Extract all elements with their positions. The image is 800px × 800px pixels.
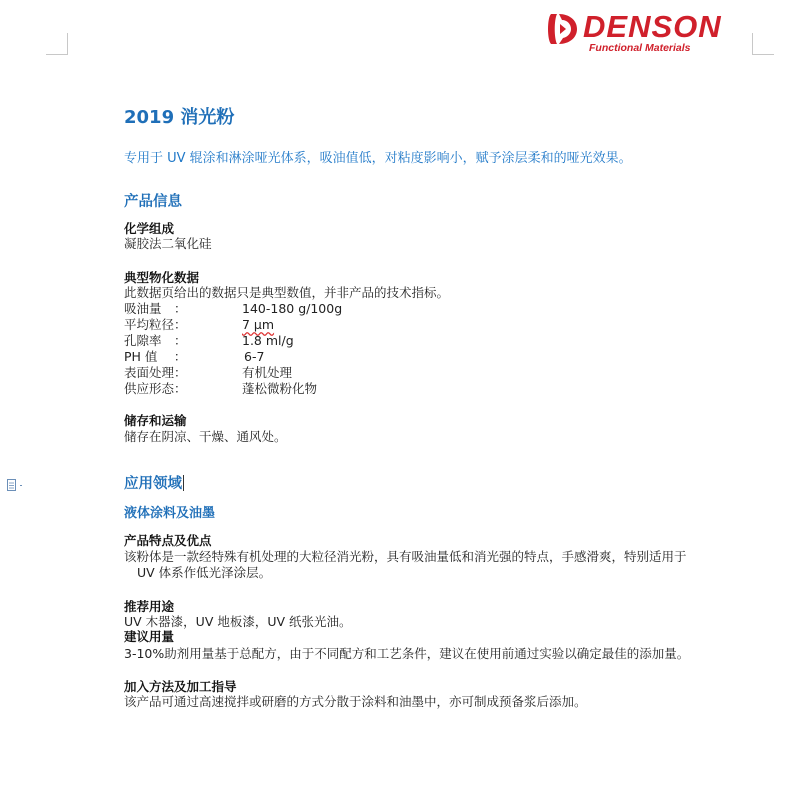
data-row-value: [242, 317, 274, 333]
denson-emblem-icon: [545, 12, 581, 46]
data-row-value: 6-7: [244, 349, 265, 364]
margin-icon-dot: [20, 485, 22, 486]
crop-mark: [67, 33, 68, 55]
document-margin-icon[interactable]: [7, 479, 17, 491]
document-title: 2019 消光粉: [124, 107, 235, 128]
denson-logo: [545, 10, 750, 56]
data-row-label: 表面处理：: [124, 365, 187, 380]
crop-mark: [46, 54, 68, 55]
data-row-value: 140-180 g/100g: [242, 301, 343, 316]
section-heading-product-info: 产品信息: [124, 194, 182, 210]
features-text-line1: 该粉体是一款经特殊有机处理的大粒径消光粉，具有吸油量低和消光强的特点，手感滑爽，特别适用于: [124, 549, 687, 564]
method-heading: 加入方法及加工指导: [124, 679, 237, 694]
data-row-value: 1.8 ml/g: [242, 333, 294, 348]
data-row-label: 孔隙率 ：: [124, 333, 187, 348]
document-intro: 专用于 UV 辊涂和淋涂哑光体系，吸油值低，对粘度影响小，赋予涂层柔和的哑光效果。: [124, 151, 632, 166]
logo-wordmark: DENSON: [583, 9, 722, 44]
dosage-heading: 建议用量: [124, 629, 175, 644]
typical-data-heading: 典型物化数据: [124, 270, 200, 285]
crop-mark: [752, 54, 774, 55]
logo-subtitle: Functional Materials: [589, 42, 691, 54]
data-row-value: 有机处理: [242, 365, 293, 380]
recommended-use-heading: 推荐用途: [124, 599, 175, 614]
section-heading-application: [124, 474, 184, 494]
composition-text: 凝胶法二氧化硅: [124, 236, 212, 251]
data-row-label: 供应形态：: [124, 381, 187, 396]
features-heading: 产品特点及优点: [124, 533, 212, 548]
method-text: 该产品可通过高速搅拌或研磨的方式分散于涂料和油墨中，亦可制成预备浆后添加。: [124, 694, 587, 709]
text-cursor: [183, 475, 184, 491]
crop-mark: [752, 33, 753, 55]
typical-data-note: 此数据页给出的数据只是典型数值，并非产品的技术指标。: [124, 285, 450, 300]
data-row-label: 吸油量 ：: [124, 301, 187, 316]
features-text-line2: UV 体系作低光泽涂层。: [137, 565, 272, 580]
data-row-value-text: 7 μm: [242, 317, 275, 332]
data-row-value: 蓬松微粉化物: [242, 381, 318, 396]
recommended-use-text: UV 木器漆，UV 地板漆，UV 纸张光油。: [124, 614, 352, 629]
subheading-liquid-coatings: 液体涂料及油墨: [124, 506, 216, 521]
storage-text: 储存在阴凉、干燥、通风处。: [124, 429, 287, 444]
dosage-text: 3-10%助剂用量基于总配方，由于不同配方和工艺条件，建议在使用前通过实验以确定最佳的添加量。: [124, 646, 690, 661]
data-row-label: PH 值 ：: [124, 349, 187, 364]
storage-heading: 储存和运输: [124, 413, 187, 428]
composition-heading: 化学组成: [124, 221, 175, 236]
data-row-label: 平均粒径：: [124, 317, 187, 332]
application-heading-text: 应用领域: [124, 476, 182, 492]
